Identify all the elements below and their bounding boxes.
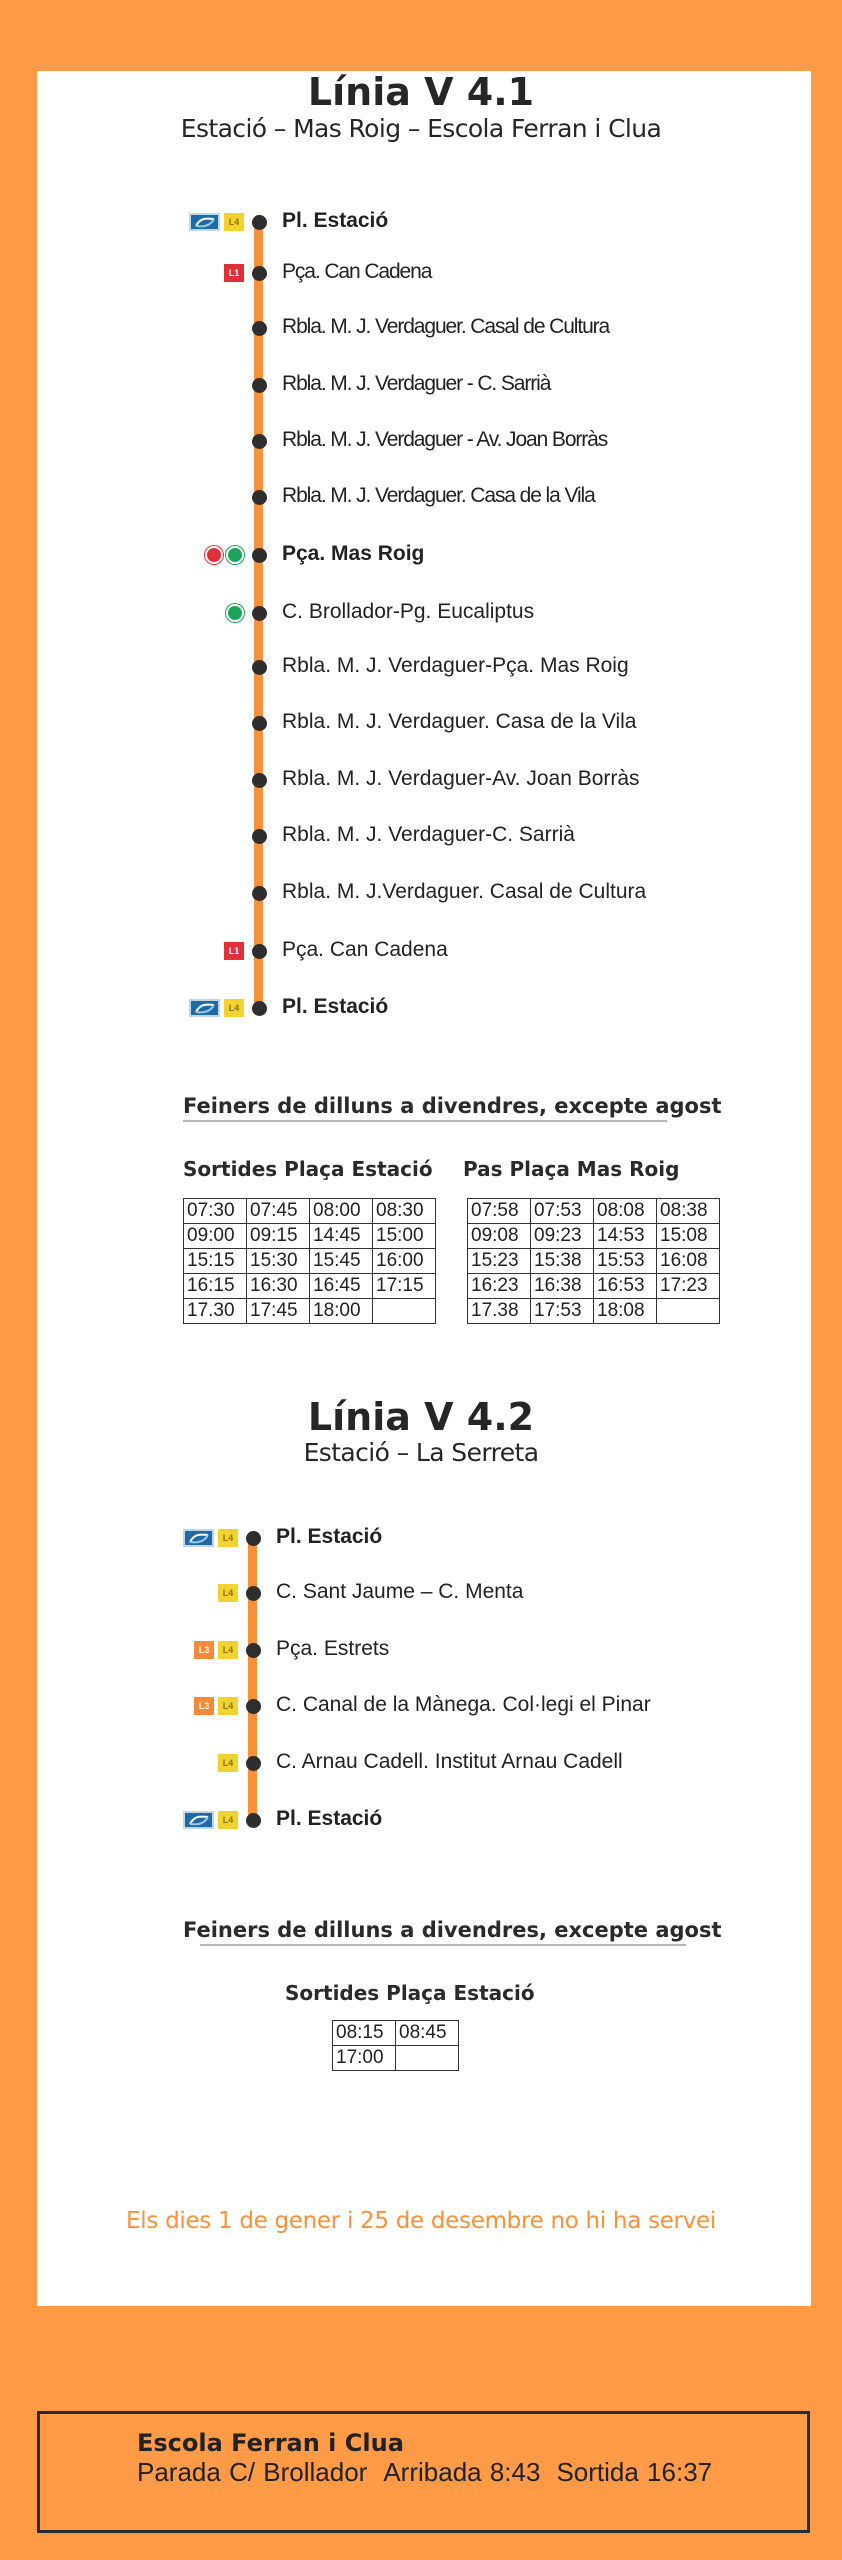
line1-l4-badge: L4 [224,999,244,1017]
no-service-notice: Els dies 1 de gener i 25 de desembre no hi ha servei [126,2208,716,2234]
table-cell: 09:23 [531,1224,594,1249]
table-cell: 17.30 [184,1299,247,1324]
table-cell: 16:45 [310,1274,373,1299]
line2-stop-dot [246,1813,261,1828]
table-cell: 15:38 [531,1249,594,1274]
table-cell: 08:08 [594,1199,657,1224]
table-cell: 07:58 [468,1199,531,1224]
table-cell [373,1299,436,1324]
line2-l4-badge: L4 [218,1697,238,1715]
footer-arrival: Arribada 8:43 [383,2457,541,2487]
table-cell: 16:38 [531,1274,594,1299]
table-cell: 16:30 [247,1274,310,1299]
table-row [184,1199,436,1224]
table-cell: 15:15 [184,1249,247,1274]
line1-stop-label: Pl. Estació [282,995,389,1018]
line1-stop-dot [252,378,267,393]
line1-stop-label: Rbla. M. J.Verdaguer. Casal de Cultura [282,880,647,903]
footer-stop: Parada C/ Brollador [137,2457,368,2487]
line1-stop-label: Rbla. M. J. Verdaguer. Casa de la Vila [282,484,595,507]
line2-route-line [248,1532,257,1824]
table-cell: 09:08 [468,1224,531,1249]
footer-departure: Sortida 16:37 [556,2457,713,2487]
table-row [468,1199,720,1224]
line1-stop-label: Pça. Can Cadena [282,938,448,961]
line1-stop-label: Rbla. M. J. Verdaguer - Av. Joan Borràs [282,428,608,451]
table-cell: 17:53 [531,1299,594,1324]
line1-l1-badge: L1 [224,942,244,960]
table-cell: 14:53 [594,1224,657,1249]
table-cell: 18:00 [310,1299,373,1324]
line2-table-a [332,2020,459,2071]
line2-l4-badge: L4 [218,1641,238,1659]
line2-stop-label: C. Sant Jaume – C. Menta [276,1580,524,1603]
line1-stop-label: Rbla. M. J. Verdaguer-Pça. Mas Roig [282,654,629,677]
line2-stop-label: C. Arnau Cadell. Institut Arnau Cadell [276,1750,623,1773]
table-cell: 08:45 [396,2021,459,2046]
table-cell [657,1299,720,1324]
table-cell: 17:23 [657,1274,720,1299]
table-cell: 16:08 [657,1249,720,1274]
line2-title: Línia V 4.2 [307,1395,535,1439]
table-row [468,1249,720,1274]
line1-table-b [467,1198,720,1324]
line1-stop-dot [252,944,267,959]
table-cell: 15:00 [373,1224,436,1249]
line1-stop-dot [252,548,267,563]
line1-stop-dot [252,716,267,731]
table-cell: 08:00 [310,1199,373,1224]
line1-red-circle-icon [205,546,223,564]
table-cell: 08:15 [333,2021,396,2046]
table-cell: 09:00 [184,1224,247,1249]
line1-stop-label: Rbla. M. J. Verdaguer - C. Sarrià [282,372,551,395]
line2-stop-dot [246,1699,261,1714]
table-cell: 16:23 [468,1274,531,1299]
line1-table-a-heading: Sortides Plaça Estació [183,1157,433,1181]
line1-stop-label: Pl. Estació [282,209,389,232]
table-cell: 09:15 [247,1224,310,1249]
line1-rail-icon [189,213,220,231]
timetable-panel [37,71,811,2306]
line2-l3-badge: L3 [194,1697,214,1715]
line2-rail-icon [183,1529,214,1547]
line2-l4-badge: L4 [218,1754,238,1772]
line1-green-circle-icon [226,604,244,622]
table-row [184,1299,436,1324]
school-footer [37,2411,810,2533]
table-cell: 15:30 [247,1249,310,1274]
line1-stop-label: Rbla. M. J. Verdaguer. Casa de la Vila [282,710,637,733]
table-cell: 16:15 [184,1274,247,1299]
line2-l4-badge: L4 [218,1529,238,1547]
line1-stop-dot [252,606,267,621]
footer-stop-info [137,2457,728,2488]
table-row [468,1299,720,1324]
footer-school-name: Escola Ferran i Clua [137,2429,404,2457]
line1-l1-badge: L1 [224,264,244,282]
table-cell: 17:00 [333,2046,396,2071]
line1-stop-dot [252,490,267,505]
table-cell: 17:45 [247,1299,310,1324]
table-cell: 15:45 [310,1249,373,1274]
line1-stop-dot [252,660,267,675]
line1-stop-label: Pça. Mas Roig [282,542,425,565]
table-cell: 15:53 [594,1249,657,1274]
line2-stop-label: C. Canal de la Mànega. Col·legi el Pinar [276,1693,651,1716]
line1-heading-underline [183,1120,667,1122]
line2-l4-badge: L4 [218,1584,238,1602]
line1-stop-dot [252,1001,267,1016]
line2-stop-dot [246,1756,261,1771]
table-cell: 14:45 [310,1224,373,1249]
table-cell: 15:08 [657,1224,720,1249]
table-cell: 18:08 [594,1299,657,1324]
table-cell: 16:53 [594,1274,657,1299]
line2-stop-label: Pça. Estrets [276,1637,390,1660]
line2-subtitle: Estació – La Serreta [303,1438,539,1467]
table-cell: 07:45 [247,1199,310,1224]
table-row [333,2046,459,2071]
line1-stop-label: Rbla. M. J. Verdaguer. Casal de Cultura [282,315,610,338]
line1-stop-dot [252,773,267,788]
line1-schedule-heading: Feiners de dilluns a divendres, excepte agost [183,1094,722,1118]
table-cell: 17:15 [373,1274,436,1299]
line1-stop-dot [252,886,267,901]
line2-stop-dot [246,1586,261,1601]
line1-stop-label: Pça. Can Cadena [282,260,432,283]
line2-stop-dot [246,1531,261,1546]
table-row [468,1224,720,1249]
line2-rail-icon [183,1811,214,1829]
line2-table-a-heading: Sortides Plaça Estació [285,1981,535,2005]
line1-title: Línia V 4.1 [307,70,535,114]
line2-schedule-heading: Feiners de dilluns a divendres, excepte agost [183,1918,722,1942]
table-row [333,2021,459,2046]
line2-heading-underline [200,1944,686,1946]
line1-stop-dot [252,321,267,336]
line1-subtitle: Estació – Mas Roig – Escola Ferran i Clua [180,114,662,143]
line2-stop-label: Pl. Estació [276,1525,383,1548]
line1-table-b-heading: Pas Plaça Mas Roig [463,1157,680,1181]
line2-l4-badge: L4 [218,1811,238,1829]
table-row [184,1274,436,1299]
line1-green-circle-icon [226,546,244,564]
line1-stop-label: Rbla. M. J. Verdaguer-C. Sarrià [282,823,575,846]
line1-stop-dot [252,829,267,844]
table-cell: 08:38 [657,1199,720,1224]
line1-stop-label: C. Brollador-Pg. Eucaliptus [282,600,535,623]
line1-l4-badge: L4 [224,213,244,231]
line2-l3-badge: L3 [194,1641,214,1659]
table-cell: 08:30 [373,1199,436,1224]
table-cell: 07:30 [184,1199,247,1224]
line2-stop-label: Pl. Estació [276,1807,383,1830]
line1-stop-label: Rbla. M. J. Verdaguer-Av. Joan Borràs [282,767,640,790]
table-cell: 07:53 [531,1199,594,1224]
table-row [184,1224,436,1249]
line1-stop-dot [252,434,267,449]
table-row [184,1249,436,1274]
table-cell: 17.38 [468,1299,531,1324]
line1-stop-dot [252,266,267,281]
table-cell: 15:23 [468,1249,531,1274]
line2-stop-dot [246,1643,261,1658]
table-cell [396,2046,459,2071]
line1-table-a [183,1198,436,1324]
table-cell: 16:00 [373,1249,436,1274]
table-row [468,1274,720,1299]
line1-rail-icon [189,999,220,1017]
line1-stop-dot [252,215,267,230]
